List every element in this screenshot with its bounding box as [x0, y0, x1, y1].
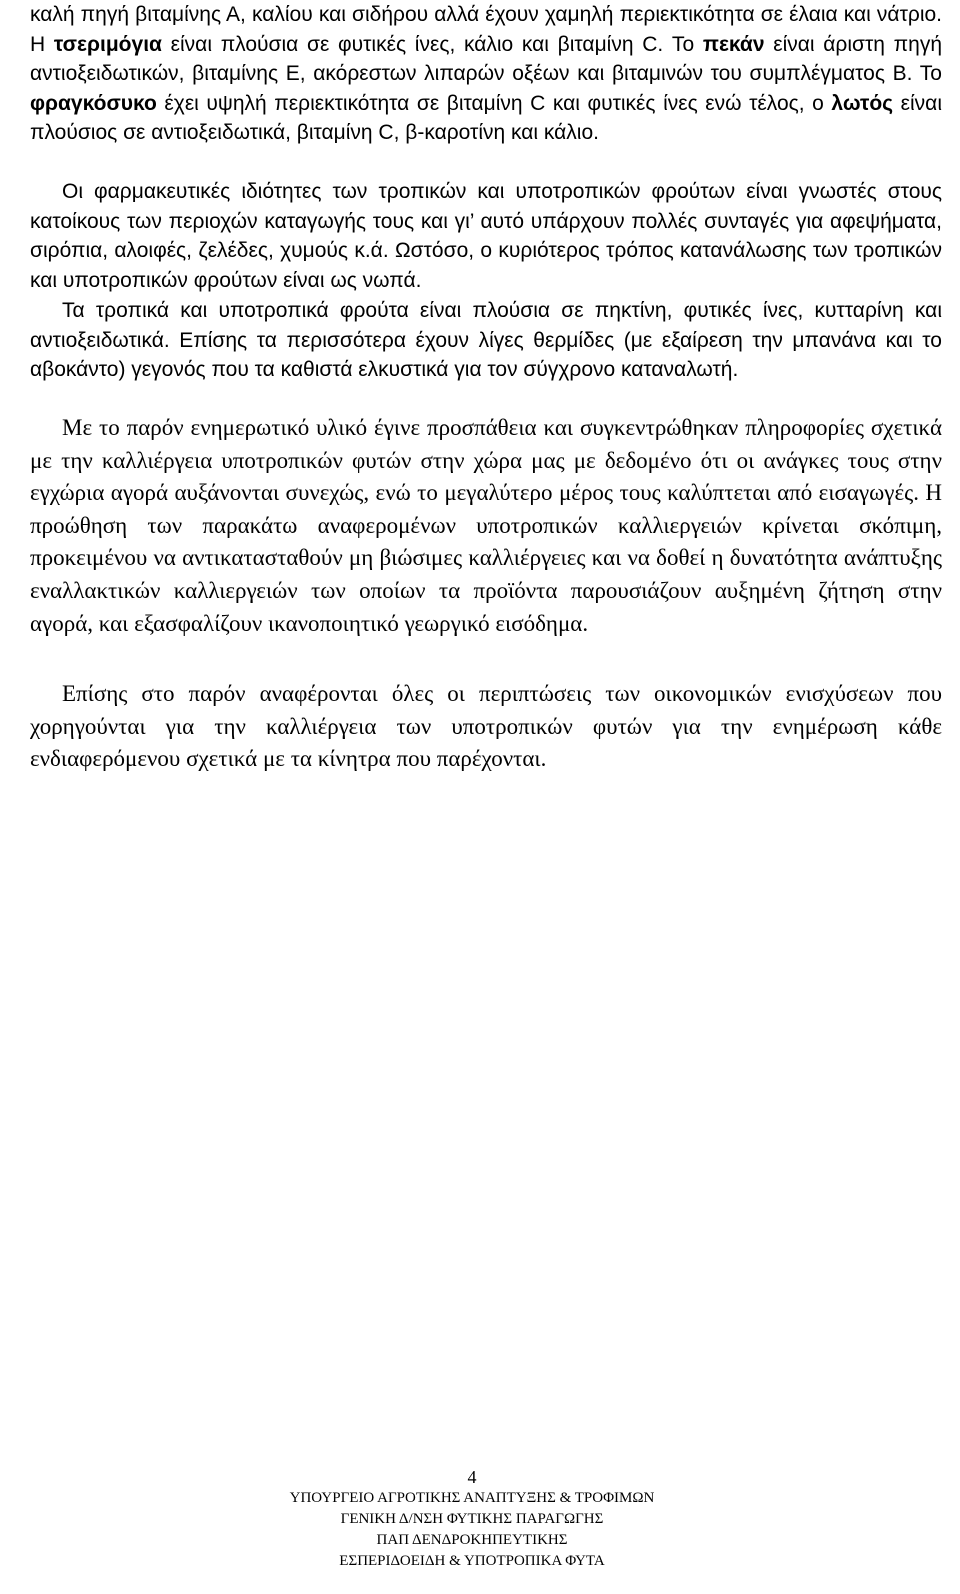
paragraph-text: είναι άριστη πηγή αντιοξειδωτικών, βιταμίνης Ε, ακόρεστων λιπαρών οξέων και βιταμινών του συμπλέγματος Β. Το — [30, 32, 943, 85]
paragraph-medicinal-properties: Οι φαρμακευτικές ιδιότητες των τροπικών και υποτροπικών φρούτων είναι γνωστές στους κατοίκους των περιοχών καταγωγής τους και γι’ αυτό υπάρχουν πολλές συνταγές για αφεψήματα, σιρόπια, αλοιφές, ζελέδες, χυμούς κ.ά. Ωστόσο, ο κυριότερος τρόπος κατανάλωσης των τροπικών και υποτροπικών φρούτων είναι ως νωπά. — [30, 180, 942, 292]
paragraph-subsidies: Επίσης στο παρόν αναφέρονται όλες οι περιπτώσεις των οικονομικών ενισχύσεων που χορηγούνται για την καλλιέργεια των υποτροπικών φυτών για την ενημέρωση κάθε ενδιαφερόμενου σχετικά με τα κίνητρα που παρέχονται. — [30, 681, 942, 772]
page-footer — [0, 1466, 944, 1572]
footer-department: ΠΑΠ ΔΕΝΔΡΟΚΗΠΕΥΤΙΚΗΣ — [376, 1532, 568, 1548]
paragraph-fruit-nutrients — [30, 0, 942, 148]
paragraph-text: καλή πηγή βιταμίνης Α, καλίου και σιδήρου αλλά έχουν χαμηλή περιεκτικότητα σε έλαια και νάτριο. Η — [30, 3, 942, 56]
paragraph-purpose: Με το παρόν ενημερωτικό υλικό έγινε προσπάθεια και συγκεντρώθηκαν πληροφορίες σχετικά με την καλλιέργεια υποτροπικών φυτών στην χώρα μας με δεδομένο ότι οι ανάγκες τους στην εγχώρια αγορά αυξάνονται συνεχώς, ενώ το μεγαλύτερο μέρος τους καλύπτεται από εισαγωγές. Η προώθηση των παρακάτω αναφερομένων υποτροπικών καλλιεργειών κρίνεται σκόπιμη, προκειμένου να αντικατασταθούν μη βιώσιμες καλλιέργειες και να δοθεί η δυνατότητα ανάπτυξης εναλλακτικών καλλιεργειών των οποίων τα προϊόντα παρουσιάζουν αυξημένη ζήτηση στην αγορά, και εξασφαλίζουν ικανοποιητικό γεωργικό εισόδημα. — [30, 415, 942, 636]
term-prickly-pear: φραγκόσυκο — [30, 91, 157, 115]
paragraph-fruit-composition: Τα τροπικά και υποτροπικά φρούτα είναι πλούσια σε πηκτίνη, φυτικές ίνες, κυτταρίνη και αντιοξειδωτικά. Επίσης τα περισσότερα έχουν λίγες θερμίδες (με εξαίρεση την μπανάνα και το αβοκάντο) γεγονός που τα καθιστά ελκυστικά για τον σύγχρονο καταναλωτή. — [30, 299, 942, 381]
term-cherimoya: τσεριμόγια — [53, 32, 162, 56]
paragraph-text: είναι πλούσια σε φυτικές ίνες, κάλιο και βιταμίνη C. Το — [161, 32, 703, 56]
footer-ministry: ΥΠΟΥΡΓΕΙΟ ΑΓΡΟΤΙΚΗΣ ΑΝΑΠΤΥΞΗΣ & ΤΡΟΦΙΜΩΝ — [289, 1490, 655, 1506]
footer-directorate: ΓΕΝΙΚΗ Δ/ΝΣΗ ΦΥΤΙΚΗΣ ΠΑΡΑΓΩΓΗΣ — [340, 1511, 604, 1527]
paragraph-text: έχει υψηλή περιεκτικότητα σε βιταμίνη C και φυτικές ίνες ενώ τέλος, ο — [156, 91, 832, 115]
term-pecan: πεκάν — [702, 32, 765, 56]
page-number: 4 — [467, 1467, 477, 1487]
term-persimmon: λωτός — [831, 91, 894, 115]
footer-subject: ΕΣΠΕΡΙΔΟΕΙΔΗ & ΥΠΟΤΡΟΠΙΚΑ ΦΥΤΑ — [339, 1553, 605, 1569]
paragraph-text: είναι πλούσιος σε αντιοξειδωτικά, βιταμίνη C, β-καροτίνη και κάλιο. — [30, 91, 942, 144]
